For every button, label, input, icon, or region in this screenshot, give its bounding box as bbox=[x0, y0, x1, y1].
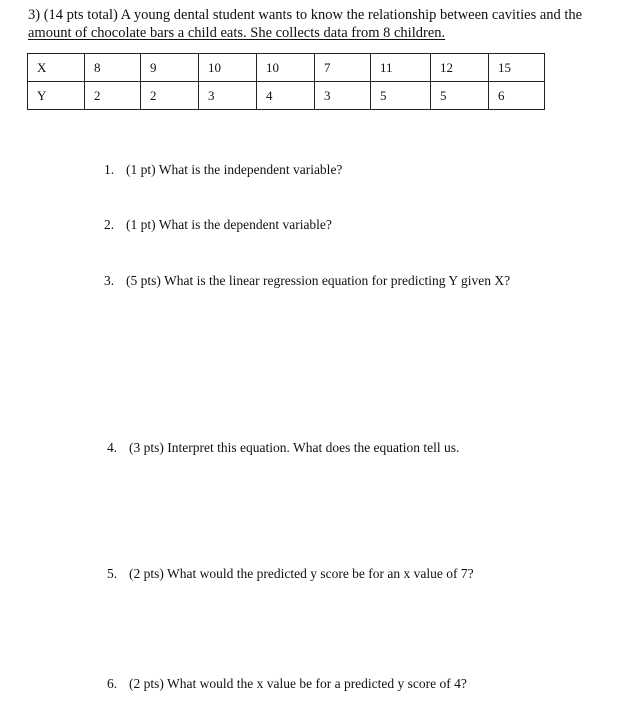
question-6-number: 6. bbox=[107, 676, 118, 691]
table-cell-y-7: 5 bbox=[431, 82, 489, 110]
table-cell-y-6: 5 bbox=[371, 82, 431, 110]
table-cell-y-2: 2 bbox=[141, 82, 199, 110]
question-1-number: 1. bbox=[104, 162, 115, 177]
question-5-text: (2 pts) What would the predicted y score be for an x value of 7? bbox=[129, 566, 474, 581]
table-cell-x-4: 10 bbox=[257, 54, 315, 82]
problem-intro bbox=[28, 6, 608, 42]
table-cell-x-6: 11 bbox=[371, 54, 431, 82]
table-cell-y-1: 2 bbox=[85, 82, 141, 110]
question-2-text: (1 pt) What is the dependent variable? bbox=[126, 217, 332, 232]
data-table bbox=[27, 53, 545, 110]
question-5-number: 5. bbox=[107, 566, 118, 581]
table-header-y: Y bbox=[28, 82, 85, 110]
question-3-number: 3. bbox=[104, 273, 115, 288]
intro-line-2: amount of chocolate bars a child eats. She collects data from 8 children. bbox=[28, 25, 446, 41]
question-2-number: 2. bbox=[104, 217, 115, 232]
question-3-text: (5 pts) What is the linear regression equation for predicting Y given X? bbox=[126, 273, 511, 288]
table-cell-x-1: 8 bbox=[85, 54, 141, 82]
question-6 bbox=[107, 676, 467, 692]
table-cell-x-8: 15 bbox=[489, 54, 545, 82]
table-cell-x-2: 9 bbox=[141, 54, 199, 82]
table-cell-y-5: 3 bbox=[315, 82, 371, 110]
table-row-x bbox=[28, 54, 545, 82]
question-1-text: (1 pt) What is the independent variable? bbox=[126, 162, 343, 177]
question-2 bbox=[104, 217, 332, 233]
table-row-y bbox=[28, 82, 545, 110]
table-cell-y-3: 3 bbox=[199, 82, 257, 110]
intro-line-1: 3) (14 pts total) A young dental student wants to know the relationship between cavities and the bbox=[28, 7, 583, 23]
table-cell-x-3: 10 bbox=[199, 54, 257, 82]
table-cell-x-7: 12 bbox=[431, 54, 489, 82]
question-4-number: 4. bbox=[107, 440, 118, 455]
question-1 bbox=[104, 162, 342, 178]
table-cell-y-8: 6 bbox=[489, 82, 545, 110]
question-6-text: (2 pts) What would the x value be for a predicted y score of 4? bbox=[129, 676, 467, 691]
table-cell-x-5: 7 bbox=[315, 54, 371, 82]
question-4 bbox=[107, 440, 459, 456]
question-5 bbox=[107, 566, 474, 582]
question-3 bbox=[104, 273, 510, 289]
question-4-text: (3 pts) Interpret this equation. What does the equation tell us. bbox=[129, 440, 460, 455]
table-header-x: X bbox=[28, 54, 85, 82]
table-cell-y-4: 4 bbox=[257, 82, 315, 110]
